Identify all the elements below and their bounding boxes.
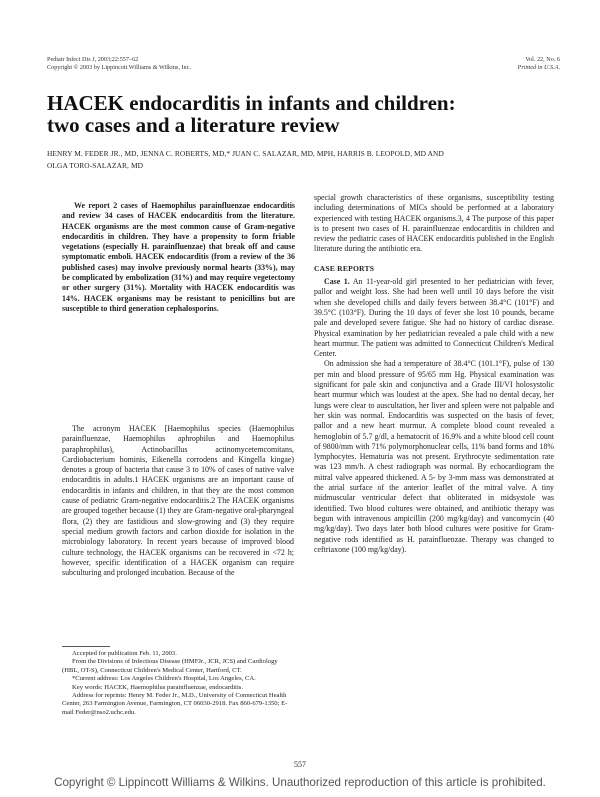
footnote-divider (62, 646, 110, 647)
title-line-2: two cases and a literature review (47, 113, 340, 137)
author-list (47, 148, 562, 172)
footnote: *Current address: Los Angeles Children's Hospital, Los Angeles, CA. (72, 675, 256, 683)
authors-line-1: HENRY M. FEDER JR., MD, JENNA C. ROBERTS, MD,* JUAN C. SALAZAR, MD, MPH, HARRIS B. LEOPOLD, MD AND (47, 149, 444, 158)
case-1-label: Case 1. (324, 277, 350, 287)
footnotes (62, 650, 294, 717)
journal-header-left (47, 56, 191, 72)
case-1-text: An 11-year-old girl presented to her pediatrician with fever, pallor and weight loss. She had been well until 10 days before the visit when she developed chills and daily fevers between 38.4°C (101°F) and 39.5°C (103°F). During the 10 days of fever she lost 10 pounds, became pale and developed severe fatigue. She had no history of cardiac disease. Physical examination by her pediatrician revealed a pale child with a new heart murmur. The patient was admitted to Connecticut Children's Medical Center. (314, 277, 554, 359)
abstract (62, 201, 295, 314)
case-reports-heading: CASE REPORTS (314, 263, 375, 273)
footnote: Key words: HACEK, Haemophilus parainfluenzae, endocarditis. (72, 683, 244, 691)
bottom-copyright: Copyright © Lippincott Williams & Wilkins. Unauthorized reproduction of this article is prohibited. (54, 776, 546, 789)
abstract-text: We report 2 cases of Haemophilus parainfluenzae endocarditis and review 34 cases of HACEK endocarditis from the literature. HACEK organisms are the most common cause of Gram-negative endocarditis in children. They have a propensity to form friable vegetations (especially H. parainfluenzae) that break off and cause symptomatic emboli. HACEK endocarditis (from a review of the 36 published cases) may involve previously normal hearts (33%), may be complicated by embolization (31%) and may require vegetectomy or other surgery (31%). Mortality with HACEK endocarditis was 14%. HACEK organisms may be resistant to penicillins but are susceptible to third generation cephalosporins. (62, 201, 295, 313)
page-number: 557 (294, 760, 306, 769)
authors-line-2: OLGA TORO-SALAZAR, MD (47, 161, 144, 170)
footnote: Accepted for publication Feb. 11, 2003. (72, 650, 177, 657)
journal-header-right (518, 56, 560, 72)
case-1-paragraph-1 (314, 277, 554, 359)
right-paragraph-1: special growth characteristics of these organisms, susceptibility testing including determinations of MICs should be performed at a laboratory experienced with testing HACEK organisms.3, 4 The purpose of this paper is to present two cases of H. parainfluenzae endocarditis in children and review the pediatric cases of HACEK endocarditis published in the English literature during the antibiotic era. (314, 193, 554, 254)
article-title (47, 92, 567, 136)
title-line-1: HACEK endocarditis in infants and children: (47, 91, 456, 115)
intro-text: The acronym HACEK [Haemophilus species (Haemophilus parainfluenzae, Haemophilus aphrophilus and Haemophilus paraphrophilus), Actinobacillus actinomycetemcomitans, Cardiobacterium hominis, Eikenella corrodens and Kingella kingae) denotes a group of bacteria that cause 3 to 10% of cases of native valve endocarditis in adults.1 HACEK organisms are an important cause of endocarditis in infants and children, in that they are the most common cause of pediatric Gram-negative endocarditis.2 The HACEK organisms are grouped together because (1) they are Gram-negative oral-pharyngeal flora, (2) they are fastidious and slow-growing and (3) they require special medium growth factors and carbon dioxide for isolation in the microbiology laboratory. In recent years because of improved blood culture technology, the HACEK organisms can be recovered in <72 h; however, specific identification of a HACEK organism can require subculturing and prolonged incubation. Because of the (62, 424, 294, 578)
volume-issue: Vol. 22, No. 6 (525, 56, 560, 63)
footnote: Address for reprints: Henry M. Feder Jr., M.D., University of Connecticut Health Center, 263 Farmington Avenue, Farmington, CT 06030-2918. Fax 860-679-1350; E-mail Feder@nso2.uchc.edu. (62, 692, 288, 716)
right-column (314, 193, 554, 555)
footnote: From the Divisions of Infectious Disease (HMFJr., JCR, JCS) and Cardiology (HBL, OT-S), Connecticut Children's Medical Center, Hartford, CT. (62, 658, 278, 674)
journal-citation: Pediatr Infect Dis J, 2003;22:557–62 (47, 56, 139, 63)
case-1-paragraph-2: On admission she had a temperature of 38.4°C (101.1°F), pulse of 130 per min and blood pressure of 95/65 mm Hg. Physical examination was significant for pale skin and conjunctiva and a Grade III/VI holosystolic heart murmur which was loudest at the apex. She had no dental decay, her lungs were clear to auscultation, her liver and spleen were not palpable and her skin was normal. Endocarditis was suspected on the basis of fever, pallor and a new heart murmur. A complete blood count revealed a hemoglobin of 5.7 g/dl, a hematocrit of 16.9% and a white blood cell count of 9800/mm with 71% polymorphonuclear cells, 11% band forms and 18% lymphocytes. Hematuria was not present. Erythrocyte sedimentation rate was 123 mm/h. A chest radiograph was normal. By echocardiogram the mitral valve appeared thickened. A 5- by 3-mm mass was demonstrated at the atrial surface of the anterior leaflet of the mitral valve. A tiny midmuscular ventricular defect that obliterated in midsystole was identified. Two blood cultures were obtained, and antibiotic therapy was begun with intravenous ampicillin (200 mg/kg/day) and vancomycin (40 mg/kg/day). Two days later both blood cultures were positive for Gram-negative rods identified as H. parainfluenzae. Therapy was changed to ceftriaxone (100 mg/kg/day). (314, 359, 554, 554)
introduction (62, 424, 294, 578)
printed-in: Printed in U.S.A. (517, 64, 560, 71)
journal-copyright: Copyright © 2003 by Lippincott Williams & Wilkins, Inc. (47, 64, 191, 71)
